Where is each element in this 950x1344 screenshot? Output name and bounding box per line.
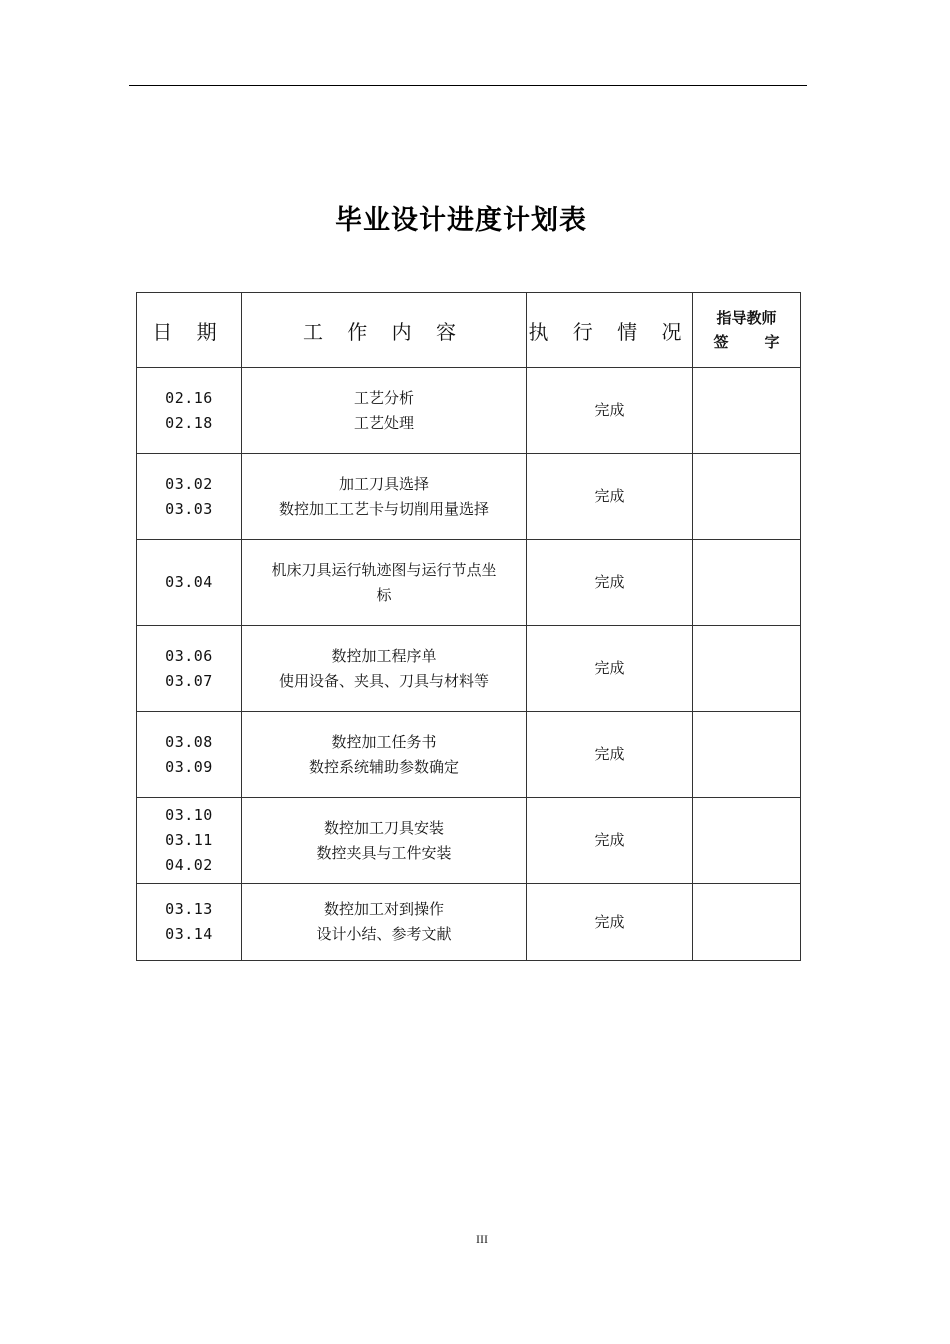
header-sign-line2 (714, 330, 780, 354)
content-line: 数控加工程序单 (331, 646, 437, 665)
date-line: 03.06 (165, 646, 213, 665)
status-cell: 完成 (527, 368, 693, 454)
content-cell (242, 368, 527, 454)
date-line: 03.11 (165, 831, 213, 849)
content-line: 数控加工工艺卡与切削用量选择 (278, 499, 489, 518)
table-row (137, 540, 801, 626)
status-cell: 完成 (527, 712, 693, 798)
content-cell (242, 798, 527, 884)
header-advisor-signature (693, 293, 801, 368)
header-sign-char-left: 签 (713, 333, 729, 351)
header-sign-line1: 指导教师 (716, 309, 777, 327)
signature-cell (693, 884, 801, 961)
status-cell: 完成 (527, 454, 693, 540)
date-line: 03.04 (165, 573, 213, 591)
date-cell (137, 884, 242, 961)
date-line: 03.14 (165, 925, 213, 943)
date-cell (137, 368, 242, 454)
status-cell: 完成 (527, 540, 693, 626)
content-line: 机床刀具运行轨迹图与运行节点坐 (271, 560, 497, 579)
date-cell (137, 798, 242, 884)
signature-cell (693, 712, 801, 798)
date-cell (137, 712, 242, 798)
content-cell (242, 626, 527, 712)
content-line: 设计小结、参考文献 (316, 925, 452, 943)
header-date: 日 期 (137, 293, 242, 368)
status-cell: 完成 (527, 626, 693, 712)
date-cell (137, 454, 242, 540)
date-line: 04.02 (165, 856, 213, 874)
date-line: 03.13 (165, 900, 213, 918)
content-cell (242, 540, 527, 626)
date-line: 03.08 (165, 732, 213, 751)
date-line: 03.03 (165, 499, 213, 518)
content-line: 工艺处理 (353, 413, 414, 432)
status-cell: 完成 (527, 884, 693, 961)
table-row (137, 798, 801, 884)
date-line: 02.16 (165, 388, 213, 407)
page-number: III (476, 1232, 488, 1246)
header-content: 工 作 内 容 (242, 293, 527, 368)
date-line: 02.18 (165, 413, 213, 432)
schedule-table (136, 292, 801, 961)
content-line: 加工刀具选择 (338, 474, 429, 493)
header-sign-char-right: 字 (764, 333, 780, 351)
content-line: 数控加工刀具安装 (323, 818, 444, 837)
content-line: 数控夹具与工件安装 (316, 843, 452, 862)
date-line: 03.02 (165, 474, 213, 493)
signature-cell (693, 626, 801, 712)
table-header-row (137, 293, 801, 368)
signature-cell (693, 454, 801, 540)
date-line: 03.10 (165, 806, 213, 824)
signature-cell (693, 798, 801, 884)
content-line: 数控加工任务书 (331, 732, 437, 751)
table-row (137, 454, 801, 540)
signature-cell (693, 540, 801, 626)
table-row (137, 368, 801, 454)
content-cell (242, 712, 527, 798)
content-cell (242, 454, 527, 540)
table-row (137, 626, 801, 712)
table-row (137, 884, 801, 961)
content-line: 数控系统辅助参数确定 (308, 757, 459, 776)
signature-cell (693, 368, 801, 454)
date-line: 03.09 (165, 757, 213, 776)
date-cell (137, 626, 242, 712)
status-cell: 完成 (527, 798, 693, 884)
date-cell (137, 540, 242, 626)
content-line: 使用设备、夹具、刀具与材料等 (278, 671, 489, 690)
content-cell (242, 884, 527, 961)
content-line: 数控加工对到操作 (323, 900, 444, 918)
date-line: 03.07 (165, 671, 213, 690)
content-line: 工艺分析 (353, 388, 414, 407)
page-title: 毕业设计进度计划表 (335, 205, 587, 236)
header-status: 执 行 情 况 (527, 293, 693, 368)
header-rule (129, 85, 807, 86)
table-row (137, 712, 801, 798)
content-line: 标 (376, 585, 392, 604)
